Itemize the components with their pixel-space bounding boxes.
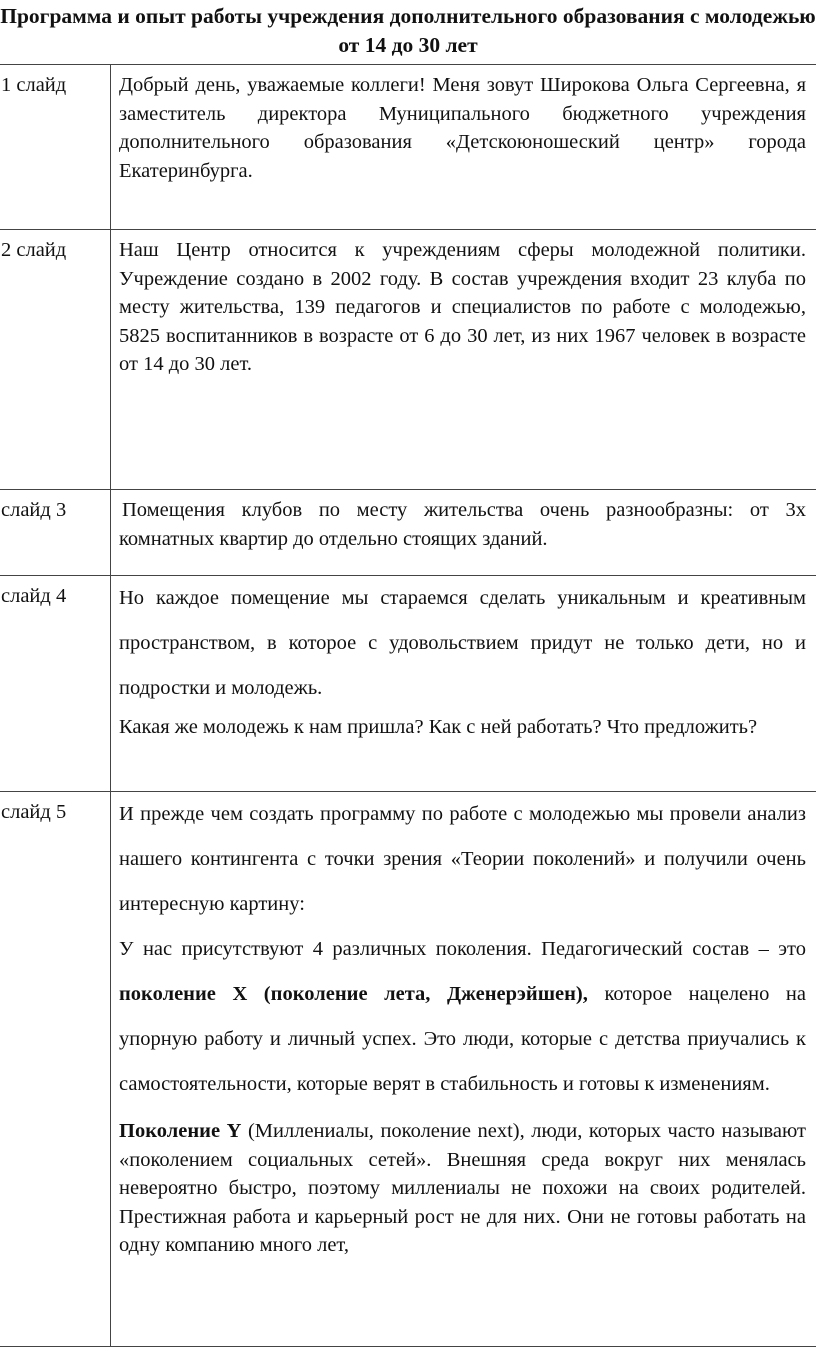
paragraph: Какая же молодежь к нам пришла? Как с ней работать? Что предложить? xyxy=(119,713,806,742)
slide-label: слайд 4 xyxy=(0,576,111,792)
slide-label: 1 слайд xyxy=(0,65,111,230)
slide-text-cell xyxy=(111,792,816,1347)
slide-label: 2 слайд xyxy=(0,230,111,490)
paragraph xyxy=(119,927,806,1107)
paragraph: Но каждое помещение мы стараемся сделать уникальным и креативным пространством, в которое с удовольствием придут не только дети, но и подростки и молодежь. xyxy=(119,576,806,711)
table-row xyxy=(0,576,816,792)
slide-text-cell xyxy=(111,230,816,490)
paragraph-text: (Миллениалы, поколение next), люди, которых часто называют «поколением социальных сетей». Внешняя среда вокруг них менялась невероятно быстро, поэтому миллениалы не похожи на своих родителей. Престижная работа и карьерный рост не для них. Они не готовы работать на одну компанию много лет, xyxy=(119,1120,806,1256)
paragraph: Помещения клубов по месту жительства очень разнообразны: от 3х комнатных квартир до отдельно стоящих зданий. xyxy=(119,496,806,553)
paragraph: Добрый день, уважаемые коллеги! Меня зовут Широкова Ольга Сергеевна, я заместитель директора Муниципального бюджетного учреждения дополнительного образования «Детскоюношеский центр» города Екатеринбурга. xyxy=(119,71,806,185)
table-row xyxy=(0,230,816,490)
bold-term: Поколение Y xyxy=(119,1120,241,1142)
slide-text-cell xyxy=(111,65,816,230)
slide-text-cell xyxy=(111,490,816,576)
slides-table xyxy=(0,64,816,1347)
paragraph xyxy=(119,1117,806,1260)
bold-term: поколение X (поколение лета, Дженерэйшен), xyxy=(119,983,588,1005)
paragraph-text: которое нацелено на упорную работу и личный успех. Это люди, которые с детства приучались к самостоятельности, которые верят в стабильность и готовы к изменениям. xyxy=(119,983,806,1095)
slide-text-cell xyxy=(111,576,816,792)
paragraph-text: У нас присутствуют 4 различных поколения. Педагогический состав – это xyxy=(119,938,806,960)
table-row xyxy=(0,792,816,1347)
slide-label: слайд 5 xyxy=(0,792,111,1347)
slide-label: слайд 3 xyxy=(0,490,111,576)
paragraph: Наш Центр относится к учреждениям сферы молодежной политики. Учреждение создано в 2002 году. В состав учреждения входит 23 клуба по месту жительства, 139 педагогов и специалистов по работе с молодежью, 5825 воспитанников в возрасте от 6 до 30 лет, из них 1967 человек в возрасте от 14 до 30 лет. xyxy=(119,236,806,379)
table-row xyxy=(0,490,816,576)
document-title: Программа и опыт работы учреждения дополнительного образования с молодежью от 14 до 30 лет xyxy=(0,2,816,60)
paragraph: И прежде чем создать программу по работе с молодежью мы провели анализ нашего контингента с точки зрения «Теории поколений» и получили очень интересную картину: xyxy=(119,792,806,927)
table-row xyxy=(0,65,816,230)
